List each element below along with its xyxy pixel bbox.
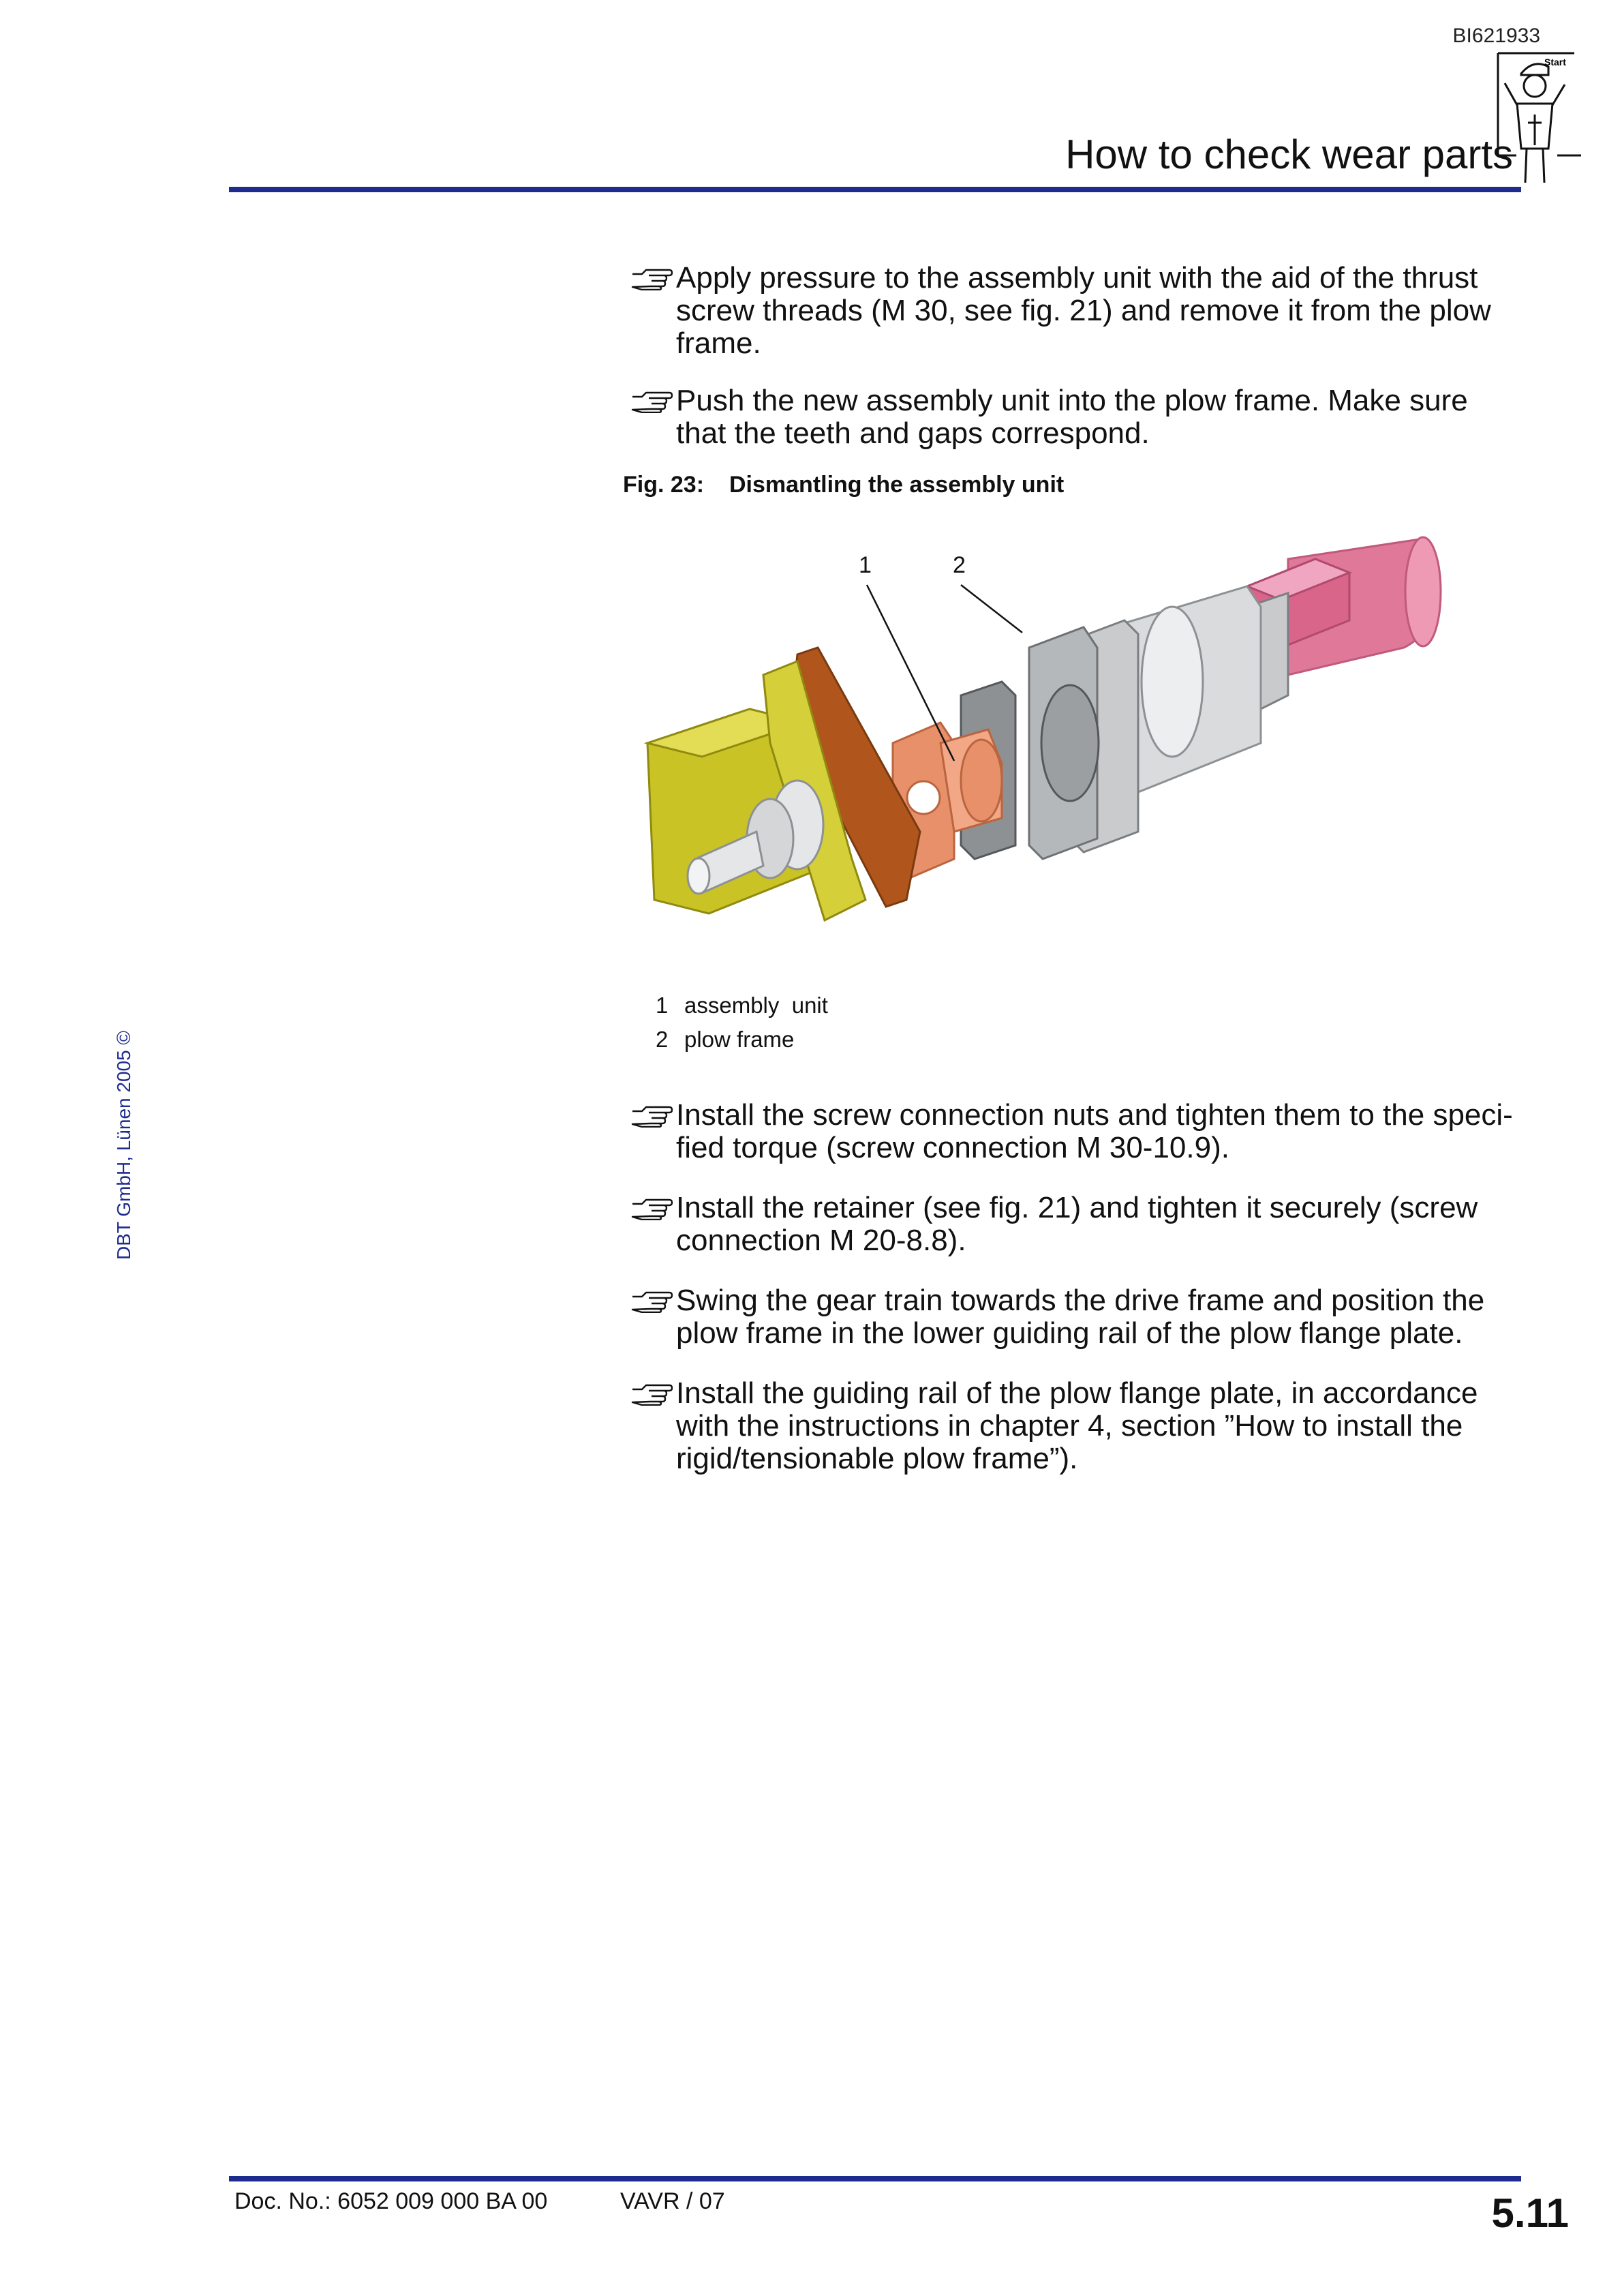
footer-version: VAVR / 07 bbox=[620, 2188, 725, 2214]
header-rule bbox=[229, 187, 1521, 192]
figure-title: Dismantling the assembly unit bbox=[729, 472, 1065, 498]
legend-number: 2 bbox=[656, 1027, 669, 1052]
step-text: Install the guiding rail of the plow flange plate, in accordance with the instructions in chapter 4, section ”How to install the rigid/tensionable plow frame”). bbox=[676, 1376, 1478, 1475]
instruction-step bbox=[630, 1377, 1516, 1475]
footer-doc-number: Doc. No.: 6052 009 000 BA 00 bbox=[234, 2188, 548, 2214]
step-text: Swing the gear train towards the drive frame and position the plow frame in the lower guiding rail of the plow flange plate. bbox=[676, 1284, 1485, 1350]
figure-number: Fig. 23: bbox=[623, 472, 705, 498]
instruction-step bbox=[630, 1192, 1516, 1257]
copyright-note: DBT GmbH, Lünen 2005 © bbox=[113, 1030, 134, 1260]
legend-label: plow frame bbox=[684, 1027, 795, 1052]
pointing-hand-icon bbox=[630, 265, 673, 290]
footer-rule bbox=[229, 2176, 1521, 2181]
instruction-step bbox=[630, 262, 1516, 360]
document-id: BI621933 bbox=[1452, 25, 1540, 47]
step-text: Install the retainer (see fig. 21) and tighten it securely (screw connection M 20-8.8). bbox=[676, 1191, 1478, 1257]
pointing-hand-icon bbox=[630, 1194, 673, 1220]
pointing-hand-icon bbox=[630, 1102, 673, 1128]
page-number: 5.11 bbox=[1491, 2190, 1569, 2236]
pointing-hand-icon bbox=[630, 1287, 673, 1313]
instruction-step bbox=[630, 384, 1516, 450]
legend-item bbox=[656, 1027, 794, 1053]
assembly-illustration bbox=[634, 518, 1520, 961]
step-text: Install the screw connection nuts and tighten them to the speci-fied torque (screw connection M 30-10.9). bbox=[676, 1098, 1513, 1164]
legend-item bbox=[656, 993, 828, 1018]
figure-caption bbox=[623, 472, 1064, 498]
callout-1: 1 bbox=[859, 552, 872, 578]
legend-label: assembly unit bbox=[684, 993, 828, 1018]
start-worker-icon bbox=[1486, 46, 1581, 190]
callout-leader-2 bbox=[961, 585, 1022, 633]
gear-housing bbox=[961, 586, 1261, 859]
step-text: Apply pressure to the assembly unit with the aid of the thrust screw threads (M 30, see fig. 21) and remove it from the plow frame. bbox=[676, 261, 1491, 360]
callout-2: 2 bbox=[953, 552, 966, 578]
pointing-hand-icon bbox=[630, 387, 673, 413]
page-title: How to check wear parts bbox=[1065, 132, 1513, 177]
instruction-step bbox=[630, 1284, 1516, 1350]
start-label: Start bbox=[1544, 57, 1566, 67]
instruction-step bbox=[630, 1099, 1516, 1164]
step-text: Push the new assembly unit into the plow frame. Make sure that the teeth and gaps correspond. bbox=[676, 384, 1468, 450]
legend-number: 1 bbox=[656, 993, 669, 1018]
pointing-hand-icon bbox=[630, 1380, 673, 1406]
